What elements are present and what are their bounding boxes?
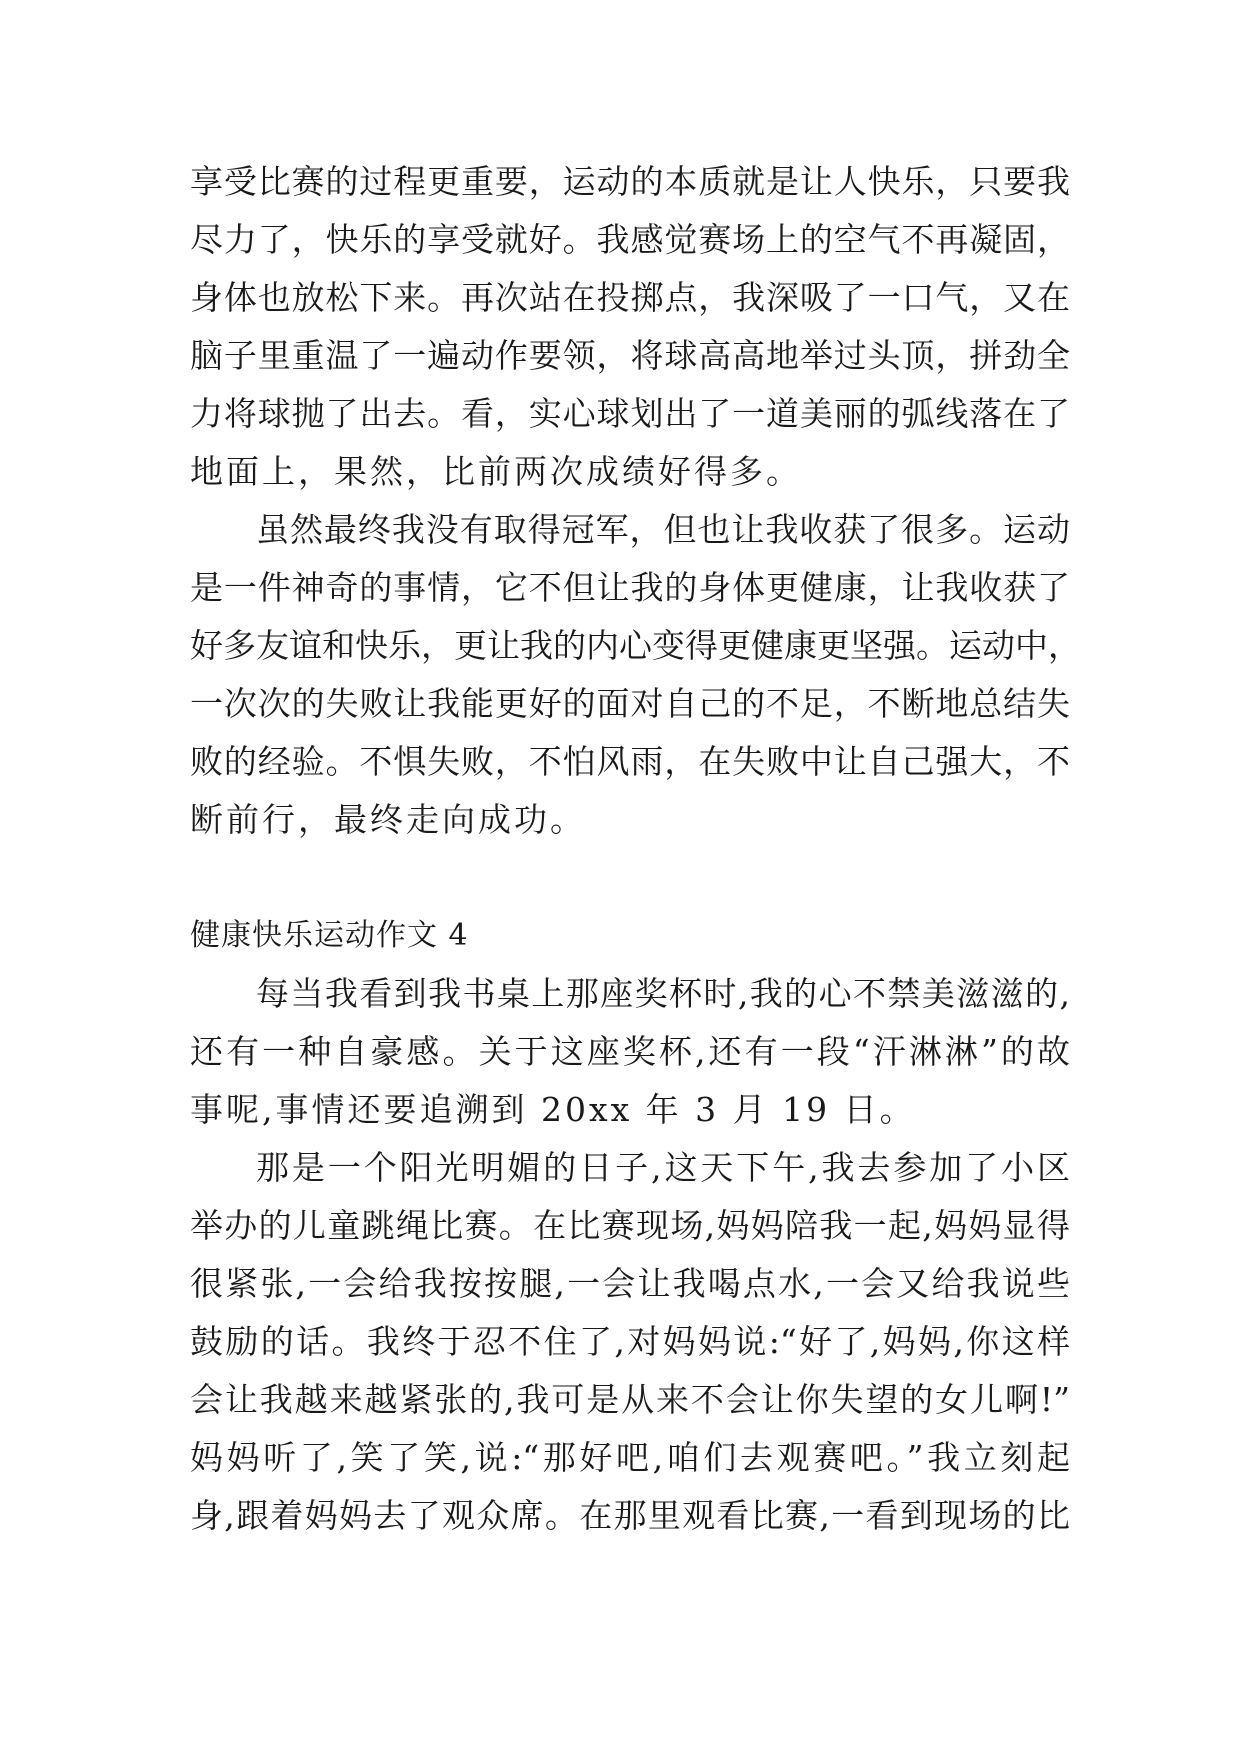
paragraph-line: 好多友谊和快乐，更让我的内心变得更健康更坚强。运动中， (190, 626, 1081, 665)
paragraph-line: 脑子里重温了一遍动作要领，将球高高地举过头顶，拼劲全 (190, 336, 1070, 375)
paragraph-line: 还有一种自豪感。关于这座奖杯,还有一段“汗淋淋”的故 (190, 1032, 1070, 1071)
paragraph-line: 地面上，果然，比前两次成绩好得多。 (190, 452, 802, 491)
paragraph-line: 享受比赛的过程更重要，运动的本质就是让人快乐，只要我 (190, 162, 1070, 201)
paragraph-line: 断前行，最终走向成功。 (190, 800, 586, 839)
paragraph-line: 会让我越来越紧张的,我可是从来不会让你失望的女儿啊!” (190, 1380, 1070, 1419)
paragraph-line: 一次次的失败让我能更好的面对自己的不足，不断地总结失 (190, 684, 1070, 723)
paragraph-line: 身,跟着妈妈去了观众席。在那里观看比赛,一看到现场的比 (190, 1496, 1070, 1535)
paragraph-line: 力将球抛了出去。看，实心球划出了一道美丽的弧线落在了 (190, 394, 1070, 433)
paragraph-line: 是一件神奇的事情，它不但让我的身体更健康，让我收获了 (190, 568, 1070, 607)
paragraph-line: 那是一个阳光明媚的日子,这天下午,我去参加了小区 (256, 1148, 1070, 1187)
section-heading: 健康快乐运动作文 4 (190, 918, 469, 953)
paragraph-line: 举办的儿童跳绳比赛。在比赛现场,妈妈陪我一起,妈妈显得 (190, 1206, 1070, 1245)
paragraph-line: 妈妈听了,笑了笑,说:“那好吧,咱们去观赛吧。”我立刻起 (190, 1438, 1070, 1477)
paragraph-line: 鼓励的话。我终于忍不住了,对妈妈说:“好了,妈妈,你这样 (190, 1322, 1070, 1361)
paragraph-line: 尽力了，快乐的享受就好。我感觉赛场上的空气不再凝固， (190, 220, 1070, 259)
paragraph-line: 很紧张,一会给我按按腿,一会让我喝点水,一会又给我说些 (190, 1264, 1070, 1303)
paragraph-line: 虽然最终我没有取得冠军，但也让我收获了很多。运动 (256, 510, 1070, 549)
paragraph-line: 身体也放松下来。再次站在投掷点，我深吸了一口气，又在 (190, 278, 1070, 317)
paragraph-line: 事呢,事情还要追溯到 20xx 年 3 月 19 日。 (190, 1090, 916, 1129)
paragraph-line: 败的经验。不惧失败，不怕风雨，在失败中让自己强大，不 (190, 742, 1070, 781)
paragraph-line: 每当我看到我书桌上那座奖杯时,我的心不禁美滋滋的, (256, 974, 1070, 1013)
